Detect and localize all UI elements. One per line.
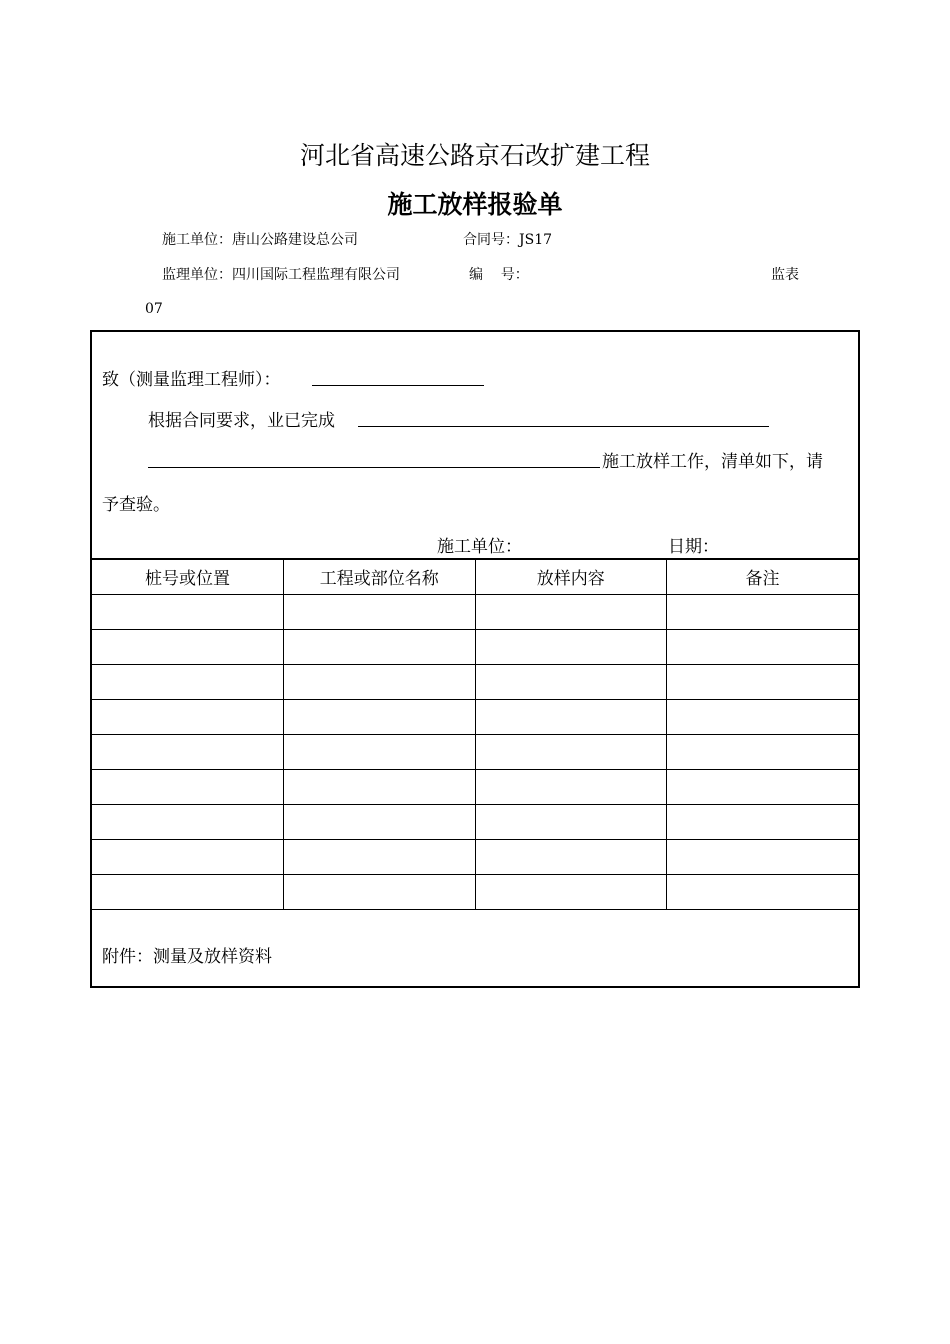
table-cell[interactable] <box>667 699 859 734</box>
table-cell[interactable] <box>475 874 667 909</box>
column-header: 工程或部位名称 <box>284 559 476 594</box>
completion-statement: 根据合同要求，业已完成 <box>148 411 335 431</box>
table-cell[interactable] <box>475 769 667 804</box>
table-cell[interactable] <box>92 699 284 734</box>
table-cell[interactable] <box>92 664 284 699</box>
table-row <box>92 769 858 804</box>
table-cell[interactable] <box>92 629 284 664</box>
table-cell[interactable] <box>284 699 476 734</box>
page-title: 河北省高速公路京石改扩建工程 <box>299 141 650 170</box>
table-cell[interactable] <box>667 664 859 699</box>
table-cell[interactable] <box>284 629 476 664</box>
table-cell[interactable] <box>475 699 667 734</box>
attachment-note: 附件：测量及放样资料 <box>102 947 272 967</box>
serial-number-label: 编 号： <box>469 267 529 283</box>
table-cell[interactable] <box>475 664 667 699</box>
form-code-number: 07 <box>145 301 163 317</box>
column-header: 备注 <box>667 559 859 594</box>
table-row <box>92 874 858 909</box>
table-cell[interactable] <box>284 664 476 699</box>
table-cell[interactable] <box>475 804 667 839</box>
table-cell[interactable] <box>284 804 476 839</box>
table-row <box>92 839 858 874</box>
request-statement-end: 予查验。 <box>102 495 170 515</box>
contractor-info: 施工单位：唐山公路建设总公司 <box>162 232 358 248</box>
table-cell[interactable] <box>284 594 476 629</box>
table-cell[interactable] <box>284 839 476 874</box>
table-cell[interactable] <box>667 874 859 909</box>
addressee-blank[interactable] <box>312 385 484 386</box>
table-cell[interactable] <box>284 769 476 804</box>
inspection-form <box>90 330 860 988</box>
table-cell[interactable] <box>475 734 667 769</box>
table-row <box>92 734 858 769</box>
addressee-label: 致（测量监理工程师）： <box>102 370 281 390</box>
table-row <box>92 629 858 664</box>
form-title: 施工放样报验单 <box>387 190 563 219</box>
table-cell[interactable] <box>284 874 476 909</box>
table-cell[interactable] <box>92 839 284 874</box>
table-row <box>92 594 858 629</box>
contract-number: 合同号：JS17 <box>463 232 553 248</box>
request-statement: 施工放样工作，清单如下，请 <box>602 452 823 472</box>
stakeout-table <box>92 558 858 910</box>
table-cell[interactable] <box>92 804 284 839</box>
table-cell[interactable] <box>667 629 859 664</box>
signature-date-label: 日期： <box>668 537 719 557</box>
table-row <box>92 664 858 699</box>
column-header: 放样内容 <box>475 559 667 594</box>
table-cell[interactable] <box>667 804 859 839</box>
table-cell[interactable] <box>284 734 476 769</box>
work-item-blank-2[interactable] <box>148 467 600 468</box>
column-header: 桩号或位置 <box>92 559 284 594</box>
table-cell[interactable] <box>667 769 859 804</box>
table-cell[interactable] <box>667 734 859 769</box>
table-cell[interactable] <box>667 839 859 874</box>
table-cell[interactable] <box>475 594 667 629</box>
supervisor-info: 监理单位：四川国际工程监理有限公司 <box>162 267 400 283</box>
form-code-prefix: 监表 <box>771 267 799 283</box>
table-cell[interactable] <box>92 769 284 804</box>
table-cell[interactable] <box>475 839 667 874</box>
table-row <box>92 804 858 839</box>
signature-unit-label: 施工单位： <box>437 537 522 557</box>
work-item-blank[interactable] <box>358 426 769 427</box>
table-cell[interactable] <box>92 734 284 769</box>
table-row <box>92 699 858 734</box>
table-cell[interactable] <box>475 629 667 664</box>
table-cell[interactable] <box>667 594 859 629</box>
table-header-row <box>92 559 858 594</box>
table-cell[interactable] <box>92 594 284 629</box>
table-cell[interactable] <box>92 874 284 909</box>
